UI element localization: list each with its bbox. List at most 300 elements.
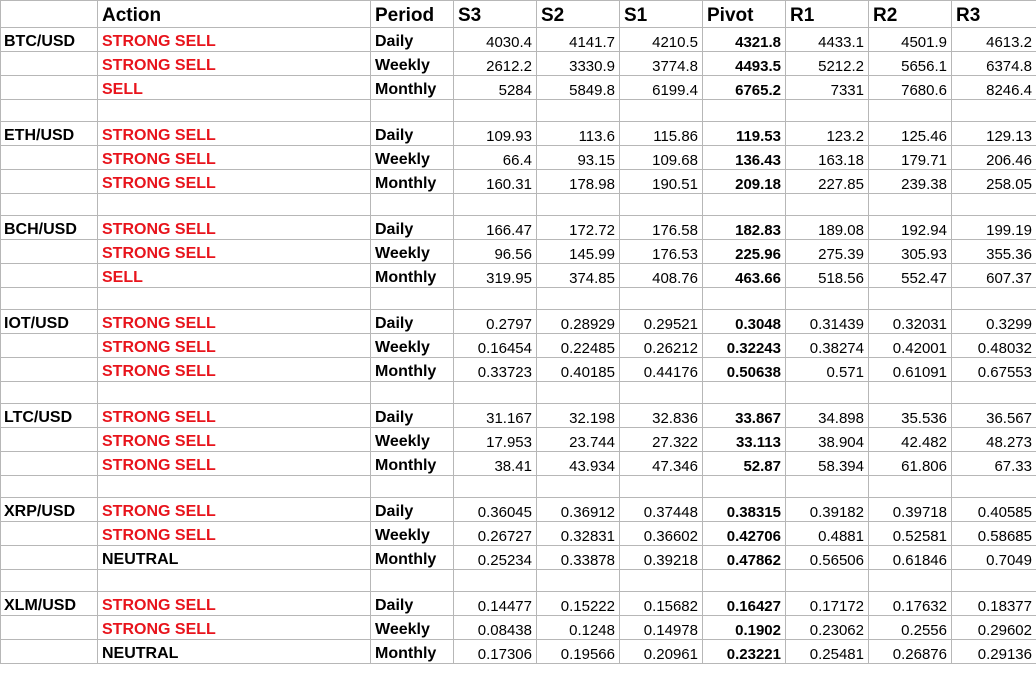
action-cell: STRONG SELL	[98, 522, 371, 546]
r2-cell: 239.38	[869, 170, 952, 194]
r3-cell: 129.13	[952, 122, 1036, 146]
pair-cell	[1, 640, 98, 664]
pair-cell: LTC/USD	[1, 404, 98, 428]
s2-cell: 3330.9	[537, 52, 620, 76]
s3-cell: 109.93	[454, 122, 537, 146]
s1-cell: 408.76	[620, 264, 703, 288]
s1-cell: 6199.4	[620, 76, 703, 100]
pivot-cell: 52.87	[703, 452, 786, 476]
s1-cell: 0.37448	[620, 498, 703, 522]
s1-cell: 3774.8	[620, 52, 703, 76]
pair-cell: XLM/USD	[1, 592, 98, 616]
period-cell: Monthly	[371, 546, 454, 570]
empty-cell	[703, 476, 786, 498]
s2-cell: 0.33878	[537, 546, 620, 570]
pair-cell: BCH/USD	[1, 216, 98, 240]
action-cell: STRONG SELL	[98, 28, 371, 52]
r3-cell: 67.33	[952, 452, 1036, 476]
s1-cell: 176.53	[620, 240, 703, 264]
table-row	[1, 310, 1036, 334]
r1-cell: 227.85	[786, 170, 869, 194]
r3-cell: 36.567	[952, 404, 1036, 428]
empty-cell	[98, 288, 371, 310]
r1-cell: 518.56	[786, 264, 869, 288]
action-cell: STRONG SELL	[98, 146, 371, 170]
pivot-cell: 0.47862	[703, 546, 786, 570]
pair-cell	[1, 452, 98, 476]
period-cell: Monthly	[371, 170, 454, 194]
s1-cell: 0.39218	[620, 546, 703, 570]
r3-cell: 258.05	[952, 170, 1036, 194]
empty-cell	[371, 288, 454, 310]
empty-cell	[371, 194, 454, 216]
empty-cell	[98, 100, 371, 122]
period-cell: Daily	[371, 404, 454, 428]
empty-cell	[1, 382, 98, 404]
r1-cell: 38.904	[786, 428, 869, 452]
empty-cell	[371, 570, 454, 592]
r1-cell: 275.39	[786, 240, 869, 264]
empty-cell	[454, 570, 537, 592]
r2-cell: 4501.9	[869, 28, 952, 52]
empty-cell	[620, 100, 703, 122]
action-cell: STRONG SELL	[98, 358, 371, 382]
header-s2: S2	[537, 1, 620, 28]
empty-cell	[869, 288, 952, 310]
r3-cell: 0.40585	[952, 498, 1036, 522]
s1-cell: 32.836	[620, 404, 703, 428]
empty-cell	[537, 288, 620, 310]
empty-cell	[952, 382, 1036, 404]
period-cell: Daily	[371, 122, 454, 146]
r1-cell: 0.17172	[786, 592, 869, 616]
pivot-cell: 6765.2	[703, 76, 786, 100]
s3-cell: 160.31	[454, 170, 537, 194]
action-cell: STRONG SELL	[98, 240, 371, 264]
pair-cell	[1, 616, 98, 640]
pair-cell	[1, 146, 98, 170]
s1-cell: 0.26212	[620, 334, 703, 358]
pair-cell	[1, 358, 98, 382]
s3-cell: 0.2797	[454, 310, 537, 334]
empty-cell	[786, 476, 869, 498]
s2-cell: 178.98	[537, 170, 620, 194]
empty-cell	[869, 100, 952, 122]
pivot-cell: 33.113	[703, 428, 786, 452]
table-row	[1, 546, 1036, 570]
s2-cell: 5849.8	[537, 76, 620, 100]
s2-cell: 0.28929	[537, 310, 620, 334]
r3-cell: 206.46	[952, 146, 1036, 170]
pair-cell: ETH/USD	[1, 122, 98, 146]
s2-cell: 23.744	[537, 428, 620, 452]
empty-cell	[537, 194, 620, 216]
empty-cell	[703, 194, 786, 216]
empty-cell	[454, 194, 537, 216]
empty-cell	[454, 382, 537, 404]
s1-cell: 0.15682	[620, 592, 703, 616]
empty-cell	[371, 100, 454, 122]
header-pair	[1, 1, 98, 28]
pivot-cell: 0.1902	[703, 616, 786, 640]
table-row	[1, 452, 1036, 476]
s2-cell: 0.40185	[537, 358, 620, 382]
r3-cell: 199.19	[952, 216, 1036, 240]
spacer-row	[1, 476, 1036, 498]
table-row	[1, 76, 1036, 100]
s3-cell: 17.953	[454, 428, 537, 452]
r3-cell: 0.48032	[952, 334, 1036, 358]
empty-cell	[869, 382, 952, 404]
action-cell: STRONG SELL	[98, 498, 371, 522]
empty-cell	[952, 288, 1036, 310]
empty-cell	[952, 570, 1036, 592]
r3-cell: 0.29136	[952, 640, 1036, 664]
pivot-cell: 119.53	[703, 122, 786, 146]
table-row	[1, 640, 1036, 664]
empty-cell	[454, 288, 537, 310]
r2-cell: 0.61846	[869, 546, 952, 570]
r1-cell: 34.898	[786, 404, 869, 428]
empty-cell	[786, 288, 869, 310]
pivot-cell: 0.50638	[703, 358, 786, 382]
spacer-row	[1, 194, 1036, 216]
r3-cell: 0.67553	[952, 358, 1036, 382]
table-row	[1, 404, 1036, 428]
header-s1: S1	[620, 1, 703, 28]
pivot-cell: 4321.8	[703, 28, 786, 52]
empty-cell	[952, 476, 1036, 498]
empty-cell	[537, 100, 620, 122]
empty-cell	[1, 194, 98, 216]
r3-cell: 0.58685	[952, 522, 1036, 546]
pair-cell	[1, 334, 98, 358]
pair-cell: BTC/USD	[1, 28, 98, 52]
s3-cell: 0.36045	[454, 498, 537, 522]
period-cell: Weekly	[371, 522, 454, 546]
table-row	[1, 52, 1036, 76]
period-cell: Weekly	[371, 428, 454, 452]
s3-cell: 0.08438	[454, 616, 537, 640]
empty-cell	[620, 476, 703, 498]
empty-cell	[620, 570, 703, 592]
s2-cell: 0.19566	[537, 640, 620, 664]
empty-cell	[537, 570, 620, 592]
action-cell: STRONG SELL	[98, 428, 371, 452]
r2-cell: 7680.6	[869, 76, 952, 100]
r3-cell: 0.29602	[952, 616, 1036, 640]
table-row	[1, 170, 1036, 194]
empty-cell	[952, 194, 1036, 216]
empty-cell	[1, 288, 98, 310]
s3-cell: 0.16454	[454, 334, 537, 358]
s2-cell: 0.32831	[537, 522, 620, 546]
pair-cell	[1, 522, 98, 546]
action-cell: STRONG SELL	[98, 122, 371, 146]
r3-cell: 355.36	[952, 240, 1036, 264]
empty-cell	[869, 476, 952, 498]
s2-cell: 172.72	[537, 216, 620, 240]
period-cell: Daily	[371, 216, 454, 240]
table-row	[1, 428, 1036, 452]
s2-cell: 43.934	[537, 452, 620, 476]
header-pivot: Pivot	[703, 1, 786, 28]
period-cell: Daily	[371, 498, 454, 522]
pair-cell: XRP/USD	[1, 498, 98, 522]
action-cell: STRONG SELL	[98, 334, 371, 358]
period-cell: Weekly	[371, 616, 454, 640]
s3-cell: 0.17306	[454, 640, 537, 664]
pivot-cell: 33.867	[703, 404, 786, 428]
table-row	[1, 522, 1036, 546]
pivot-cell: 136.43	[703, 146, 786, 170]
header-r1: R1	[786, 1, 869, 28]
pair-cell	[1, 428, 98, 452]
empty-cell	[1, 476, 98, 498]
empty-cell	[786, 194, 869, 216]
s2-cell: 0.15222	[537, 592, 620, 616]
r1-cell: 5212.2	[786, 52, 869, 76]
pivot-cell: 182.83	[703, 216, 786, 240]
table-body	[1, 28, 1036, 664]
action-cell: STRONG SELL	[98, 616, 371, 640]
action-cell: STRONG SELL	[98, 170, 371, 194]
empty-cell	[98, 382, 371, 404]
pivot-cell: 0.32243	[703, 334, 786, 358]
s2-cell: 93.15	[537, 146, 620, 170]
empty-cell	[98, 194, 371, 216]
r1-cell: 0.31439	[786, 310, 869, 334]
empty-cell	[703, 382, 786, 404]
action-cell: STRONG SELL	[98, 592, 371, 616]
r1-cell: 7331	[786, 76, 869, 100]
period-cell: Monthly	[371, 76, 454, 100]
s3-cell: 5284	[454, 76, 537, 100]
table-row	[1, 240, 1036, 264]
pivot-cell: 0.23221	[703, 640, 786, 664]
table-row	[1, 334, 1036, 358]
table-row	[1, 146, 1036, 170]
action-cell: STRONG SELL	[98, 452, 371, 476]
s3-cell: 0.14477	[454, 592, 537, 616]
s3-cell: 4030.4	[454, 28, 537, 52]
s3-cell: 31.167	[454, 404, 537, 428]
empty-cell	[620, 288, 703, 310]
r3-cell: 48.273	[952, 428, 1036, 452]
header-s3: S3	[454, 1, 537, 28]
s2-cell: 4141.7	[537, 28, 620, 52]
empty-cell	[786, 382, 869, 404]
empty-cell	[454, 476, 537, 498]
s3-cell: 0.33723	[454, 358, 537, 382]
period-cell: Monthly	[371, 264, 454, 288]
table-row	[1, 592, 1036, 616]
s1-cell: 47.346	[620, 452, 703, 476]
r2-cell: 0.61091	[869, 358, 952, 382]
action-cell: NEUTRAL	[98, 546, 371, 570]
spacer-row	[1, 100, 1036, 122]
empty-cell	[98, 476, 371, 498]
empty-cell	[869, 194, 952, 216]
s3-cell: 319.95	[454, 264, 537, 288]
s2-cell: 374.85	[537, 264, 620, 288]
pair-cell	[1, 170, 98, 194]
s1-cell: 109.68	[620, 146, 703, 170]
s3-cell: 0.26727	[454, 522, 537, 546]
pivot-cell: 209.18	[703, 170, 786, 194]
table-row	[1, 616, 1036, 640]
s1-cell: 4210.5	[620, 28, 703, 52]
header-period: Period	[371, 1, 454, 28]
r1-cell: 0.571	[786, 358, 869, 382]
s2-cell: 32.198	[537, 404, 620, 428]
r2-cell: 179.71	[869, 146, 952, 170]
r1-cell: 0.4881	[786, 522, 869, 546]
action-cell: NEUTRAL	[98, 640, 371, 664]
r3-cell: 6374.8	[952, 52, 1036, 76]
action-cell: STRONG SELL	[98, 404, 371, 428]
r2-cell: 0.42001	[869, 334, 952, 358]
r2-cell: 0.2556	[869, 616, 952, 640]
s3-cell: 0.25234	[454, 546, 537, 570]
r2-cell: 0.39718	[869, 498, 952, 522]
r2-cell: 0.52581	[869, 522, 952, 546]
r2-cell: 0.17632	[869, 592, 952, 616]
r1-cell: 0.56506	[786, 546, 869, 570]
empty-cell	[537, 476, 620, 498]
r2-cell: 552.47	[869, 264, 952, 288]
empty-cell	[620, 382, 703, 404]
empty-cell	[620, 194, 703, 216]
pivot-cell: 0.42706	[703, 522, 786, 546]
empty-cell	[786, 100, 869, 122]
period-cell: Monthly	[371, 640, 454, 664]
empty-cell	[703, 100, 786, 122]
header-action: Action	[98, 1, 371, 28]
r3-cell: 0.7049	[952, 546, 1036, 570]
r1-cell: 123.2	[786, 122, 869, 146]
s2-cell: 0.36912	[537, 498, 620, 522]
period-cell: Weekly	[371, 334, 454, 358]
empty-cell	[786, 570, 869, 592]
r2-cell: 42.482	[869, 428, 952, 452]
action-cell: STRONG SELL	[98, 52, 371, 76]
table-row	[1, 122, 1036, 146]
s3-cell: 166.47	[454, 216, 537, 240]
pivot-cell: 4493.5	[703, 52, 786, 76]
r1-cell: 0.38274	[786, 334, 869, 358]
empty-cell	[703, 570, 786, 592]
pair-cell	[1, 264, 98, 288]
r3-cell: 0.3299	[952, 310, 1036, 334]
r1-cell: 163.18	[786, 146, 869, 170]
table-row	[1, 28, 1036, 52]
s1-cell: 176.58	[620, 216, 703, 240]
r1-cell: 58.394	[786, 452, 869, 476]
period-cell: Monthly	[371, 358, 454, 382]
r3-cell: 4613.2	[952, 28, 1036, 52]
header-r2: R2	[869, 1, 952, 28]
table-row	[1, 264, 1036, 288]
empty-cell	[869, 570, 952, 592]
r3-cell: 8246.4	[952, 76, 1036, 100]
empty-cell	[1, 100, 98, 122]
empty-cell	[371, 382, 454, 404]
table-row	[1, 498, 1036, 522]
spacer-row	[1, 382, 1036, 404]
s2-cell: 0.22485	[537, 334, 620, 358]
s3-cell: 66.4	[454, 146, 537, 170]
pair-cell	[1, 76, 98, 100]
period-cell: Monthly	[371, 452, 454, 476]
spacer-row	[1, 288, 1036, 310]
empty-cell	[98, 570, 371, 592]
r2-cell: 61.806	[869, 452, 952, 476]
table-row	[1, 216, 1036, 240]
header-r3: R3	[952, 1, 1036, 28]
pair-cell	[1, 240, 98, 264]
empty-cell	[1, 570, 98, 592]
pair-cell	[1, 52, 98, 76]
empty-cell	[371, 476, 454, 498]
pivot-cell: 463.66	[703, 264, 786, 288]
pivot-cell: 0.16427	[703, 592, 786, 616]
header-row	[1, 1, 1036, 28]
pivot-cell: 0.38315	[703, 498, 786, 522]
s1-cell: 190.51	[620, 170, 703, 194]
period-cell: Daily	[371, 592, 454, 616]
r1-cell: 0.25481	[786, 640, 869, 664]
empty-cell	[703, 288, 786, 310]
pair-cell: IOT/USD	[1, 310, 98, 334]
period-cell: Daily	[371, 310, 454, 334]
r1-cell: 189.08	[786, 216, 869, 240]
s1-cell: 0.29521	[620, 310, 703, 334]
r2-cell: 5656.1	[869, 52, 952, 76]
r2-cell: 35.536	[869, 404, 952, 428]
period-cell: Daily	[371, 28, 454, 52]
s3-cell: 38.41	[454, 452, 537, 476]
s2-cell: 113.6	[537, 122, 620, 146]
r1-cell: 0.39182	[786, 498, 869, 522]
s1-cell: 0.14978	[620, 616, 703, 640]
period-cell: Weekly	[371, 146, 454, 170]
r1-cell: 0.23062	[786, 616, 869, 640]
pivot-cell: 225.96	[703, 240, 786, 264]
r2-cell: 192.94	[869, 216, 952, 240]
empty-cell	[454, 100, 537, 122]
s1-cell: 115.86	[620, 122, 703, 146]
action-cell: SELL	[98, 264, 371, 288]
action-cell: STRONG SELL	[98, 310, 371, 334]
r3-cell: 607.37	[952, 264, 1036, 288]
s3-cell: 96.56	[454, 240, 537, 264]
r1-cell: 4433.1	[786, 28, 869, 52]
s2-cell: 145.99	[537, 240, 620, 264]
s3-cell: 2612.2	[454, 52, 537, 76]
s1-cell: 27.322	[620, 428, 703, 452]
r2-cell: 125.46	[869, 122, 952, 146]
period-cell: Weekly	[371, 52, 454, 76]
r2-cell: 0.32031	[869, 310, 952, 334]
r3-cell: 0.18377	[952, 592, 1036, 616]
r2-cell: 0.26876	[869, 640, 952, 664]
empty-cell	[952, 100, 1036, 122]
s1-cell: 0.36602	[620, 522, 703, 546]
r2-cell: 305.93	[869, 240, 952, 264]
table-row	[1, 358, 1036, 382]
empty-cell	[537, 382, 620, 404]
